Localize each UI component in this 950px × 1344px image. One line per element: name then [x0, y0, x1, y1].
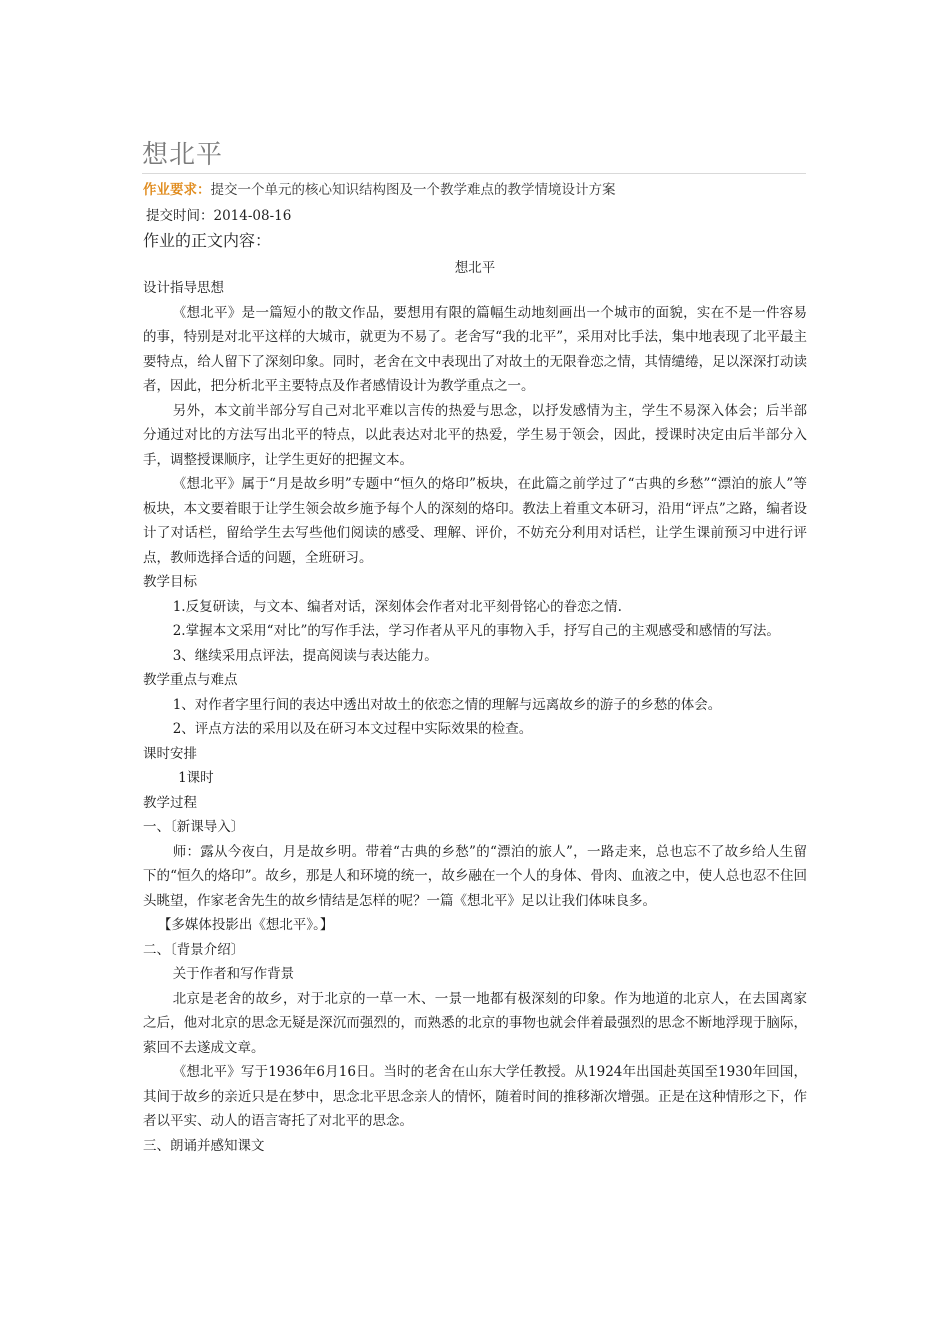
section-heading: 教学目标 — [143, 574, 197, 590]
paragraph: 师：露从今夜白，月是故乡明。带着“古典的乡愁”的“漂泊的旅人”，一路走来，总也忘不了故乡给人生留下的“恒久的烙印”。故乡，那是人和环境的统一，故乡融在一个人的身体、骨肉、血液之中，使人总也忍不住回头眺望，作家老舍先生的故乡情结是怎样的呢？一篇《想北平》足以让我们体味良多。 — [143, 843, 807, 909]
paragraph: 另外，本文前半部分写自己对北平难以言传的热爱与思念，以抒发感情为主，学生不易深入体会；后半部分通过对比的方法写出北平的特点，以此表达对北平的热爱，学生易于领会，因此，授课时决定由后半部分入手，调整授课顺序，让学生更好的把握文本。 — [143, 402, 807, 468]
list-item: 2、评点方法的采用以及在研习本文过程中实际效果的检查。 — [172, 721, 533, 737]
list-item: 1、对作者字里行间的表达中透出对故土的依恋之情的理解与远离故乡的游子的乡愁的体会。 — [172, 696, 722, 713]
section-heading: 设计指导思想 — [143, 280, 224, 296]
list-item: 3、继续采用点评法，提高阅读与表达能力。 — [172, 647, 438, 664]
paragraph: 《想北平》是一篇短小的散文作品，要想用有限的篇幅生动地刻画出一个城市的面貌，实在不是一件容易的事，特别是对北平这样的大城市，就更为不易了。老舍写“我的北平”，采用对比手法，集中地表现了北平最主要特点，给人留下了深刻印象。同时，老舍在文中表现出了对故土的无限眷恋之情，其情缱绻，足以深深打动读者，因此，把分析北平主要特点及作者感情设计为教学重点之一。 — [143, 304, 807, 394]
title-divider — [142, 173, 806, 174]
document-body — [143, 276, 807, 1158]
list-item: 1.反复研读，与文本、编者对话，深刻体会作者对北平刻骨铭心的眷恋之情. — [172, 598, 622, 615]
section-heading: 教学重点与难点 — [143, 672, 238, 688]
paragraph: 《想北平》属于“月是故乡明”专题中“恒久的烙印”板块，在此篇之前学过了“古典的乡愁”“漂泊的旅人”等板块，本文要着眼于让学生领会故乡施予每个人的深刻的烙印。教法上着重文本研习，沿用“评点”之路，编者设计了对话栏，留给学生去写些他们阅读的感受、理解、评价，不妨充分利用对话栏，让学生课前预习中进行评点，教师选择合适的问题，全班研习。 — [143, 476, 807, 566]
paragraph: 1课时 — [178, 770, 214, 786]
assignment-requirement — [143, 178, 616, 198]
section-heading: 二、〔背景介绍〕 — [143, 941, 245, 958]
document-title: 想北平 — [454, 260, 496, 276]
requirement-text: 提交一个单元的核心知识结构图及一个教学难点的教学情境设计方案 — [210, 182, 616, 198]
section-heading: 课时安排 — [143, 745, 197, 762]
paragraph: 【多媒体投影出《想北平》。】 — [157, 917, 334, 933]
paragraph: 北京是老舍的故乡，对于北京的一草一木、一景一地都有极深刻的印象。作为地道的北京人，在去国离家之后，他对北京的思念无疑是深沉而强烈的，而熟悉的北京的事物也就会伴着最强烈的思念不断地浮现于脑际，萦回不去遂成文章。 — [143, 990, 807, 1056]
requirement-label: 作业要求： — [143, 182, 211, 198]
page-title: 想北平 — [142, 140, 224, 170]
section-heading: 教学过程 — [143, 794, 197, 811]
section-heading: 三、朗诵并感知课文 — [143, 1137, 265, 1154]
subsection-heading: 关于作者和写作背景 — [172, 966, 295, 982]
content-label: 作业的正文内容： — [143, 231, 272, 250]
submit-time: 提交时间：2014-08-16 — [146, 208, 292, 224]
list-item: 2.掌握本文采用“对比”的写作手法，学习作者从平凡的事物入手，抒写自己的主观感受和感情的写法。 — [172, 623, 780, 639]
section-heading: 一、〔新课导入〕 — [143, 819, 245, 835]
paragraph: 《想北平》写于1936年6月16日。当时的老舍在山东大学任教授。从1924年出国赴英国至1930年回国，其间于故乡的亲近只是在梦中，思念北平思念亲人的情怀，随着时间的推移渐次增强。正是在这种情形之下，作者以平实、动人的语言寄托了对北平的思念。 — [143, 1064, 807, 1129]
